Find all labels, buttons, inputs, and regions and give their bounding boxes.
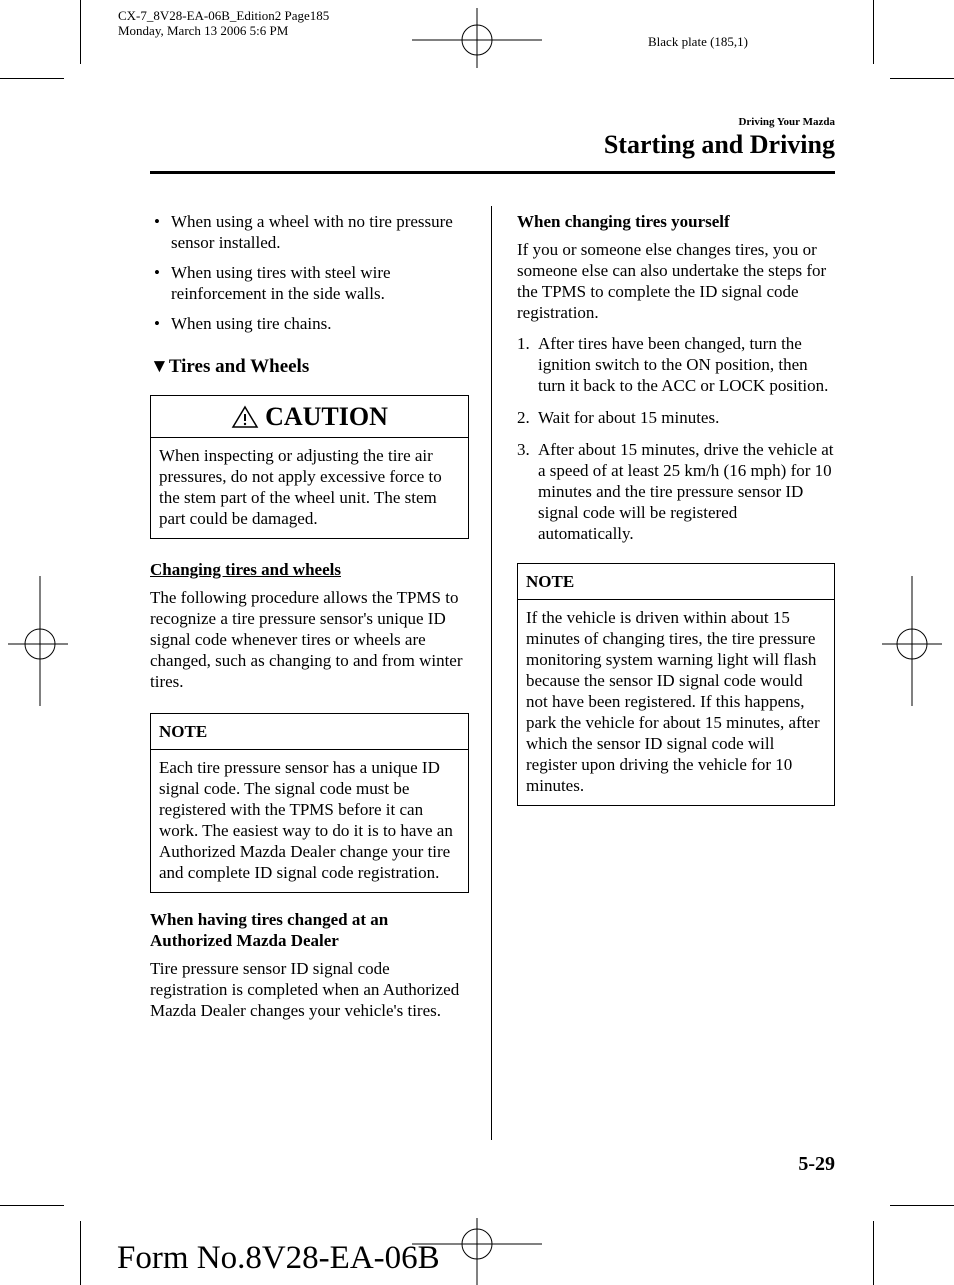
page-title: Starting and Driving — [603, 130, 835, 159]
registration-mark-right — [882, 576, 942, 706]
crop-mark — [0, 78, 64, 79]
changing-heading: Changing tires and wheels — [150, 560, 341, 579]
note-title: NOTE — [151, 714, 468, 750]
caution-box — [150, 395, 469, 539]
crop-mark — [80, 0, 81, 64]
crop-mark — [0, 1205, 64, 1206]
title-divider — [150, 171, 835, 174]
bullet-icon: • — [154, 212, 160, 231]
registration-mark-top — [412, 8, 542, 68]
dealer-text: Tire pressure sensor ID signal code registration is completed when an Authorized Mazda Dealer changes your vehicle's tires. — [150, 959, 460, 1020]
right-column — [517, 211, 835, 806]
crop-mark — [80, 1221, 81, 1285]
list-item: 1. After tires have been changed, turn the ignition switch to the ON position, then turn it back to the ACC or LOCK position. — [517, 334, 829, 395]
note-title: NOTE — [518, 564, 834, 600]
job-info — [118, 8, 329, 38]
list-item: • When using a wheel with no tire pressure sensor installed. — [154, 212, 453, 252]
note-text: Each tire pressure sensor has a unique ID signal code. The signal code must be registered with the TPMS before it can work. The easiest way to do it is to have an Authorized Mazda Dealer change your tire and complete ID signal code registration. — [159, 758, 453, 882]
yourself-heading: When changing tires yourself — [517, 212, 730, 231]
list-item: • When using tire chains. — [154, 314, 332, 333]
bullet-list — [150, 211, 469, 334]
plate-label: Black plate (185,1) — [648, 34, 748, 49]
caution-header — [151, 396, 468, 438]
page-number: 5-29 — [798, 1153, 835, 1175]
note-box — [150, 713, 469, 893]
triangle-down-icon: ▼ — [150, 356, 169, 377]
warning-icon — [231, 405, 259, 429]
steps-list — [517, 333, 835, 544]
yourself-text: If you or someone else changes tires, you or someone else can also undertake the steps for the TPMS to complete the ID signal code registration. — [517, 240, 827, 322]
list-item: 3. After about 15 minutes, drive the vehicle at a speed of at least 25 km/h (16 mph) for 10 minutes and the tire pressure sensor ID signal code will be registered automatically. — [517, 440, 834, 543]
tires-wheels-heading: ▼Tires and Wheels — [150, 356, 310, 377]
list-item: 2. Wait for about 15 minutes. — [517, 408, 720, 427]
section-label: Driving Your Mazda — [738, 116, 835, 128]
caution-text: When inspecting or adjusting the tire air pressures, do not apply excessive force to the stem part of the wheel unit. The stem part could be damaged. — [159, 446, 442, 528]
column-divider — [491, 206, 492, 1140]
form-number: Form No.8V28-EA-06B — [117, 1240, 440, 1276]
bullet-icon: • — [154, 263, 160, 282]
list-item: • When using tires with steel wire reinforcement in the side walls. — [154, 263, 391, 303]
note-box — [517, 563, 835, 806]
left-column — [150, 211, 469, 1021]
bullet-icon: • — [154, 314, 160, 333]
crop-mark — [890, 78, 954, 79]
caution-title: CAUTION — [265, 402, 388, 431]
changing-text: The following procedure allows the TPMS to recognize a tire pressure sensor's unique ID signal code whenever tires or wheels are changed, such as changing to and from winter tires. — [150, 588, 463, 691]
job-line-1: CX-7_8V28-EA-06B_Edition2 Page185 — [118, 8, 330, 23]
job-line-2: Monday, March 13 2006 5:6 PM — [118, 23, 289, 38]
registration-mark-left — [8, 576, 68, 706]
crop-mark — [890, 1205, 954, 1206]
crop-mark — [873, 0, 874, 64]
crop-mark — [873, 1221, 874, 1285]
note-text: If the vehicle is driven within about 15 minutes of changing tires, the tire pressure monitoring system warning light will flash because the sensor ID signal code would not have been registered. If this happens, park the vehicle for about 15 minutes, after which the sensor ID signal code will register upon driving the vehicle for 10 minutes. — [526, 608, 820, 795]
dealer-heading: When having tires changed at an Authorized Mazda Dealer — [150, 910, 389, 950]
